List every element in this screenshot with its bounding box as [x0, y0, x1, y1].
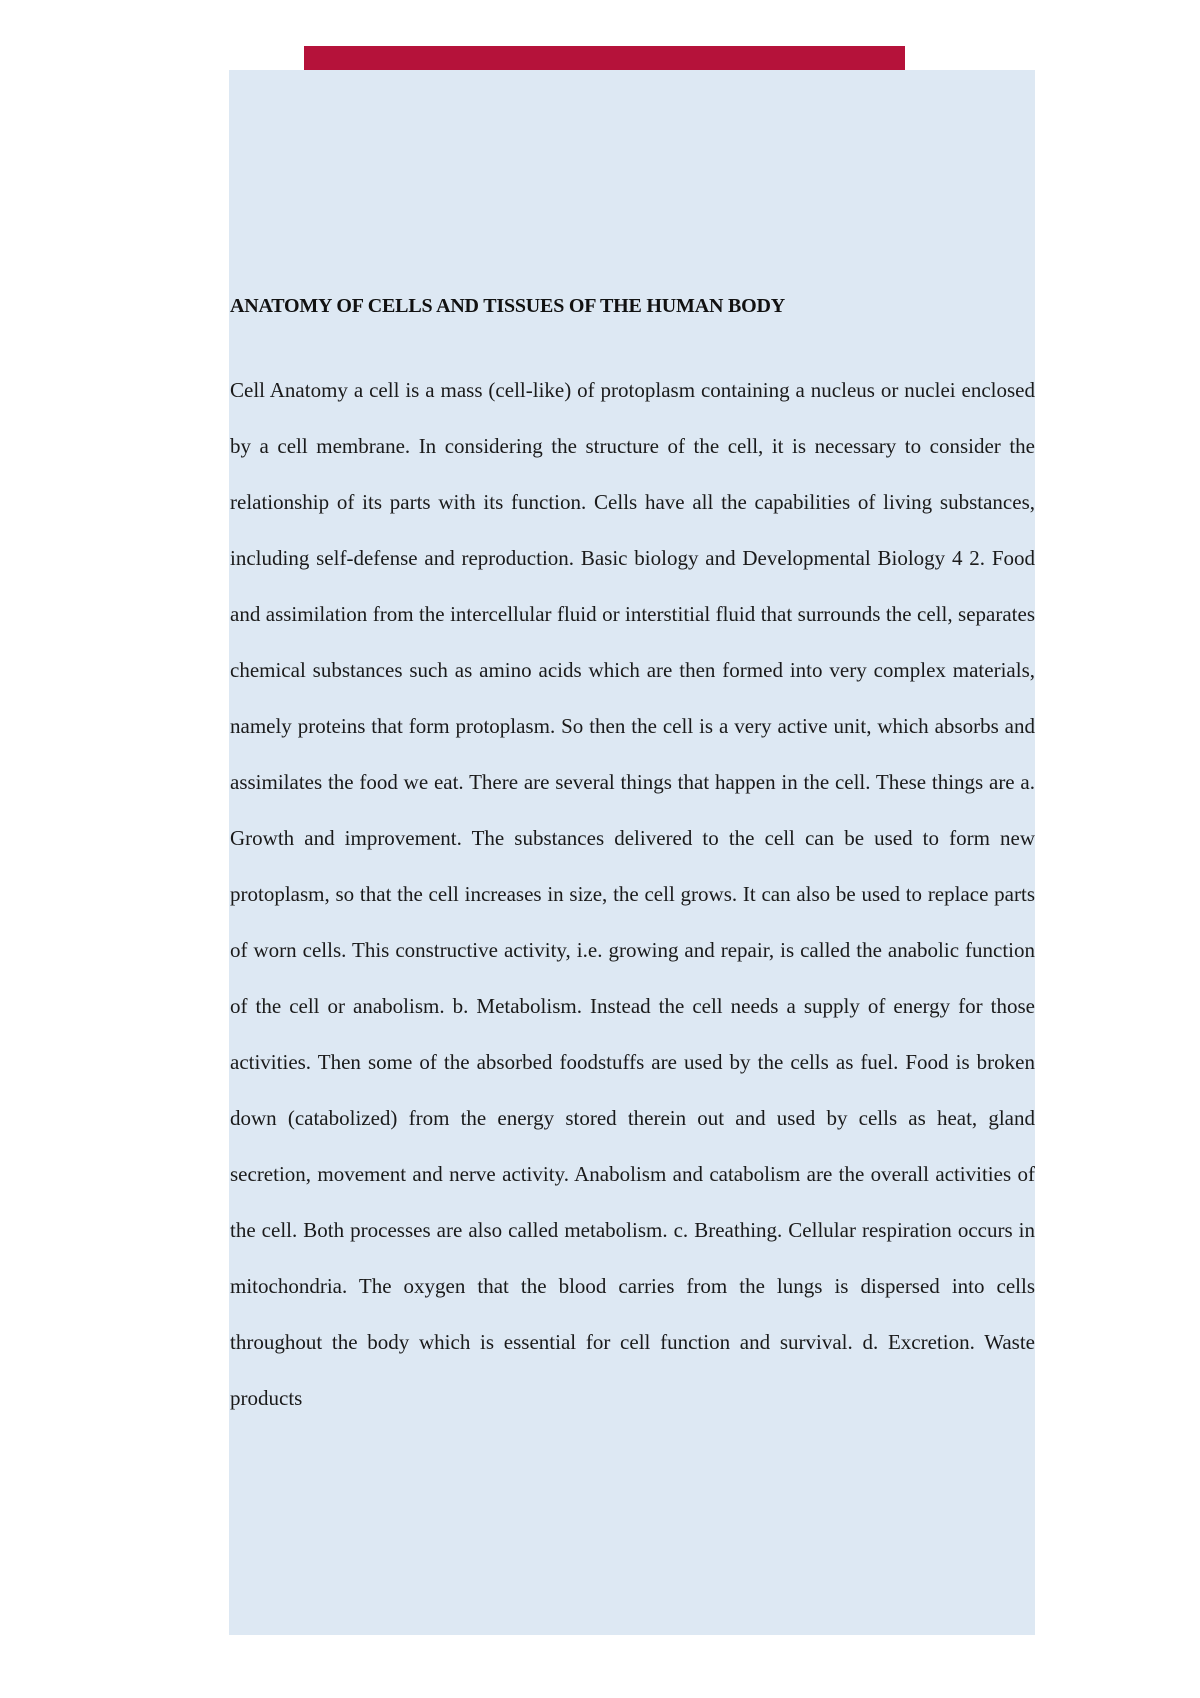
document-title: ANATOMY OF CELLS AND TISSUES OF THE HUMAN BODY [230, 295, 785, 317]
header-accent-bar [304, 46, 905, 70]
document-body: Cell Anatomy a cell is a mass (cell-like) of protoplasm containing a nucleus or nuclei enclosed by a cell membrane. In considering the structure of the cell, it is necessary to consider the relationship of its parts with its function. Cells have all the capabilities of living substances, including self-defense and reproduction. Basic biology and Developmental Biology 4 2. Food and assimilation from the intercellular fluid or interstitial fluid that surrounds the cell, separates chemical substances such as amino acids which are then formed into very complex materials, namely proteins that form protoplasm. So then the cell is a very active unit, which absorbs and assimilates the food we eat. There are several things that happen in the cell. These things are a. Growth and improvement. The substances delivered to the cell can be used to form new protoplasm, so that the cell increases in size, the cell grows. It can also be used to replace parts of worn cells. This constructive activity, i.e. growing and repair, is called the anabolic function of the cell or anabolism. b. Metabolism. Instead the cell needs a supply of energy for those activities. Then some of the absorbed foodstuffs are used by the cells as fuel. Food is broken down (catabolized) from the energy stored therein out and used by cells as heat, gland secretion, movement and nerve activity. Anabolism and catabolism are the overall activities of the cell. Both processes are also called metabolism. c. Breathing. Cellular respiration occurs in mitochondria. The oxygen that the blood carries from the lungs is dispersed into cells throughout the body which is essential for cell function and survival. d. Excretion. Waste products [230, 378, 1035, 1410]
